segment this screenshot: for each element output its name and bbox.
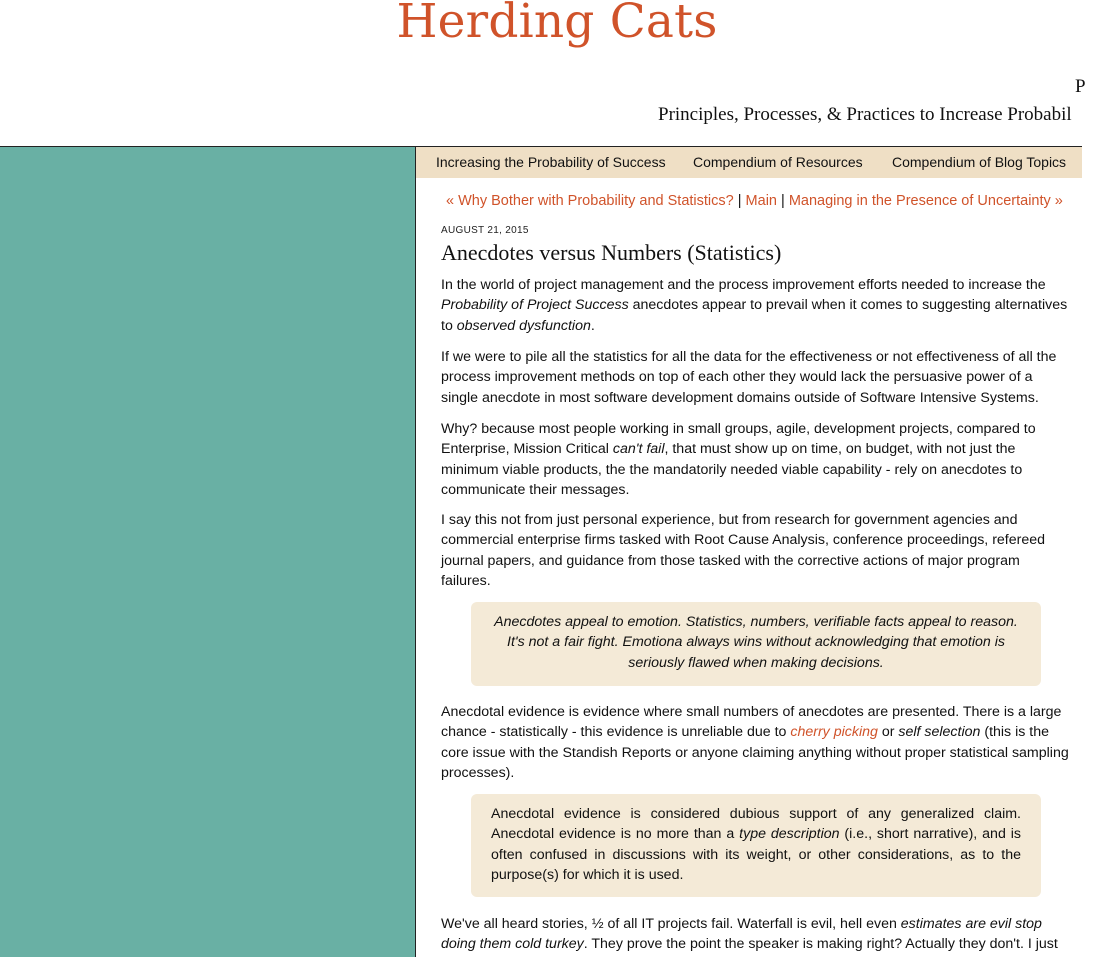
nav-separator: |: [733, 193, 746, 209]
nav-item-probability-of-success[interactable]: Increasing the Probability of Success: [436, 154, 666, 170]
top-navigation: [416, 147, 1082, 178]
text-run: Why? because most people working in small groups, agile, development projects, compared to Enterprise, Mission Critical: [441, 421, 1036, 458]
text-run: .: [590, 317, 595, 334]
site-subtitle-fragment: P: [1075, 76, 1086, 97]
emphasis-text: estimates are evil stop doing them cold turkey: [441, 916, 1042, 953]
next-post-link[interactable]: Managing in the Presence of Uncertainty »: [788, 193, 1063, 209]
text-run: Anecdotal evidence is considered dubious support of any generalized claim. Anecdotal evidence is no more than a: [491, 806, 1021, 843]
text-run: Anecdotal evidence is evidence where small numbers of anecdotes are presented. There is a large chance - statistically - this evidence is unreliable due to: [441, 704, 1062, 741]
text-run: . They prove the point the speaker is making right? Actually they don't. I just: [583, 936, 1058, 953]
previous-post-link[interactable]: « Why Bother with Probability and Statistics?: [446, 193, 734, 209]
paragraph-research: I say this not from just personal experience, but from research for government agencies and commercial enterprise firms tasked with Root Cause Analysis, conference proceedings, refereed journal papers, and guidance from those tasked with the corrective actions of major program failures.: [441, 512, 1046, 590]
nav-separator: |: [776, 193, 789, 209]
text-run: We've all heard stories, ½ of all IT projects fail. Waterfall is evil, hell even: [441, 916, 901, 932]
nav-item-compendium-of-blog-topics[interactable]: Compendium of Blog Topics: [892, 154, 1067, 170]
cherry-picking-link[interactable]: cherry picking: [790, 724, 878, 741]
emphasis-text: can't fail: [612, 441, 665, 458]
emphasis-text: Probability of Project Success: [441, 297, 629, 314]
paragraph-intro: [441, 275, 1069, 336]
emphasis-text: observed dysfunction: [456, 317, 591, 334]
post-navigation: [446, 193, 1086, 209]
text-run: , that must show up on time, on budget, with not just the minimum viable products, the the mandatorily needed viable capability - rely on anecdotes to communicate their messages.: [441, 441, 1023, 499]
emphasis-text: self selection: [898, 724, 981, 741]
emphasis-text: type description: [739, 826, 840, 843]
post-title[interactable]: Anecdotes versus Numbers (Statistics): [441, 240, 782, 265]
site-tagline: Principles, Processes, & Practices to Increase Probabil: [658, 104, 1072, 125]
main-link[interactable]: Main: [745, 193, 777, 209]
text-run: In the world of project management and the process improvement efforts needed to increase the: [441, 277, 1046, 293]
pull-quote-dubious-support: [471, 794, 1041, 897]
paragraph-stories: [441, 914, 1069, 955]
text-run: anecdotes appear to prevail when it comes to suggesting alternatives to: [441, 297, 1068, 334]
paragraph-anecdotal-evidence: [441, 702, 1069, 784]
paragraph-why: [441, 419, 1069, 501]
text-run: (this is the core issue with the Standish Reports or anyone claiming anything without proper statistical sampling processes).: [441, 724, 1069, 782]
post-date: AUGUST 21, 2015: [441, 225, 529, 236]
left-side-panel: [0, 147, 416, 957]
nav-item-compendium-of-resources[interactable]: Compendium of Resources: [693, 154, 863, 170]
paragraph-statistics: If we were to pile all the statistics for all the data for the effectiveness or not effectiveness of all the process improvement methods on top of each other they would lack the persuasive power of a single anecdote in most software development domains outside of Software Intensive Systems.: [441, 349, 1057, 406]
site-header: [0, 0, 1086, 147]
pull-quote-emotion: Anecdotes appeal to emotion. Statistics, numbers, verifiable facts appeal to reason. It's not a fair fight. Emotiona always wins without acknowledging that emotion is seriously flawed when making decisions.: [471, 602, 1041, 686]
text-run: (i.e., short narrative), and is often confused in discussions with its weight, or other considerations, as to the purpose(s) for which it is used.: [491, 826, 1021, 884]
text-run: or: [877, 724, 899, 741]
site-title[interactable]: Herding Cats: [396, 0, 718, 49]
